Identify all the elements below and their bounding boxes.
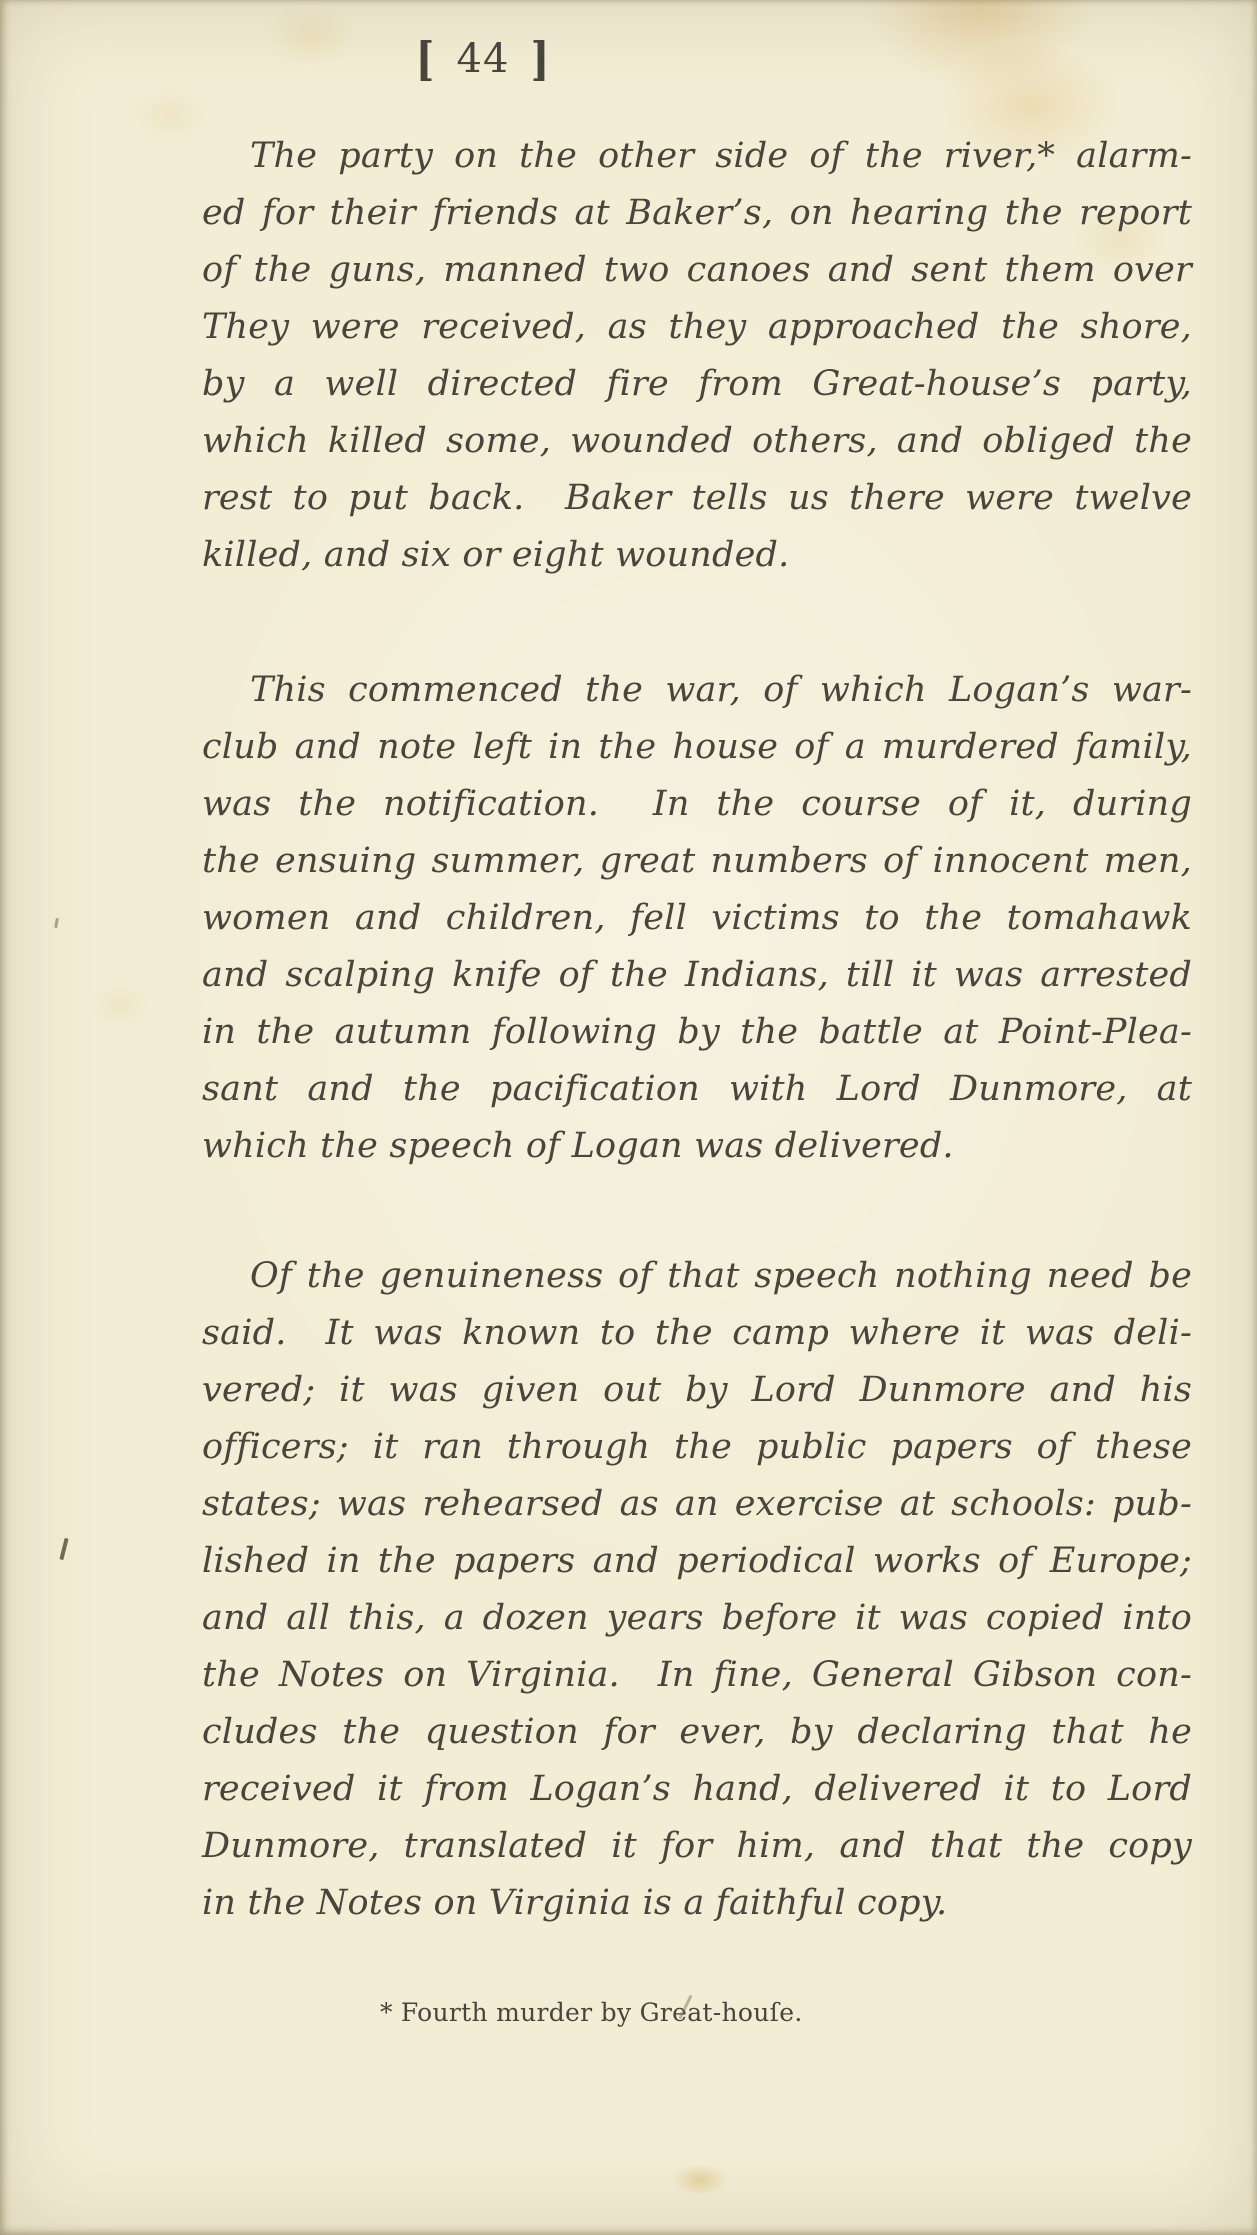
text-line: the ensuing summer, great numbers of innocent men, (202, 841, 1192, 881)
text-line: They were received, as they approached the shore, (202, 307, 1192, 347)
text-line: which the speech of Logan was delivered. (202, 1126, 954, 1166)
footnote (380, 1998, 803, 2027)
ink-speck (59, 1538, 68, 1560)
page-number-open-bracket: [ (415, 32, 436, 86)
text-line: women and children, fell victims to the tomahawk (202, 898, 1192, 938)
text-line: vered; it was given out by Lord Dunmore and his (202, 1370, 1192, 1410)
text-line: ed for their friends at Baker’s, on hearing the report (202, 193, 1192, 233)
text-line: officers; it ran through the public papers of these (202, 1427, 1192, 1467)
ink-speck (54, 918, 59, 928)
text-line: The party on the other side of the river,* alarm- (250, 136, 1192, 176)
text-line: in the autumn following by the battle at Point-Plea- (202, 1012, 1192, 1052)
paragraph-3 (202, 1248, 1192, 1932)
text-line: lished in the papers and periodical works of Europe; (202, 1541, 1192, 1581)
text-line: by a well directed fire from Great-house’s party, (202, 364, 1192, 404)
text-line: Dunmore, translated it for him, and that the copy (202, 1826, 1192, 1866)
page-number-close-bracket: ] (530, 32, 551, 86)
text-line: sant and the pacification with Lord Dunmore, at (202, 1069, 1192, 1109)
text-line: states; was rehearsed as an exercise at schools: pub- (202, 1484, 1192, 1524)
page-number-value: 44 (456, 36, 510, 82)
text-line: and all this, a dozen years before it was copied into (202, 1598, 1192, 1638)
text-line: said. It was known to the camp where it was deli- (202, 1313, 1192, 1353)
text-line: cludes the question for ever, by declaring that he (202, 1712, 1192, 1752)
text-line: and scalping knife of the Indians, till it was arrested (202, 955, 1192, 995)
text-line: the Notes on Virginia. In fine, General Gibson con- (202, 1655, 1192, 1695)
text-line: This commenced the war, of which Logan’s war- (250, 670, 1192, 710)
text-line: killed, and six or eight wounded. (202, 535, 790, 575)
text-line: of the guns, manned two canoes and sent them over (202, 250, 1192, 290)
text-line: which killed some, wounded others, and obliged the (202, 421, 1192, 461)
text-line: was the notification. In the course of it, during (202, 784, 1192, 824)
page-number (414, 33, 552, 85)
text-line: Of the genuineness of that speech nothing need be (250, 1256, 1192, 1296)
footnote-asterisk-marker: * (380, 1998, 393, 2027)
text-line: in the Notes on Virginia is a faithful copy. (202, 1883, 948, 1923)
text-line: rest to put back. Baker tells us there were twelve (202, 478, 1192, 518)
text-line: received it from Logan’s hand, delivered it to Lord (202, 1769, 1192, 1809)
footnote-text: Fourth murder by Great-houſe. (400, 1998, 803, 2027)
paragraph-1 (202, 128, 1192, 584)
text-line: club and note left in the house of a murdered family, (202, 727, 1192, 767)
paragraph-2 (202, 662, 1192, 1175)
